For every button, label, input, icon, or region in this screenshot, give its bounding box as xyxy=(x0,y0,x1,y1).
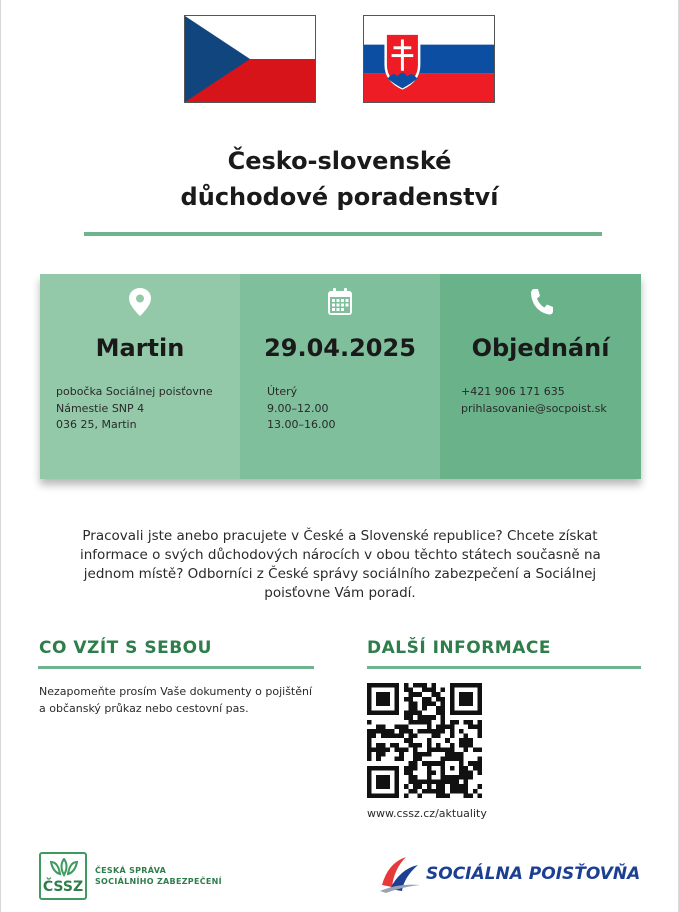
bring-heading: CO VZÍT S SEBOU xyxy=(39,638,212,658)
booking-heading: Objednání xyxy=(471,334,610,362)
address-line: 036 25, Martin xyxy=(56,418,137,431)
info-band xyxy=(40,274,641,479)
more-info-link[interactable]: www.cssz.cz/aktuality xyxy=(367,807,487,820)
czech-flag xyxy=(184,15,316,103)
title-divider xyxy=(84,232,602,236)
location-pin-icon xyxy=(40,286,240,322)
slovak-flag xyxy=(363,15,495,103)
cssz-abbreviation: ČSSZ xyxy=(42,879,84,895)
date-line: 9.00–12.00 xyxy=(267,401,329,415)
cssz-name-line: SOCIÁLNÍHO ZABEZPEČENÍ xyxy=(95,877,222,886)
bring-line: a občanský průkaz nebo cestovní pas. xyxy=(39,702,249,715)
title-line-2: důchodové poradenství xyxy=(180,183,499,211)
address-line: Námestie SNP 4 xyxy=(56,401,145,415)
intro-paragraph xyxy=(80,527,600,603)
socialna-poistovna-logo xyxy=(378,855,640,893)
intro-line: Pracovali jste anebo pracujete v České a Slovenské republice? Chcete získat xyxy=(82,528,598,544)
cssz-emblem xyxy=(39,852,87,900)
date-panel xyxy=(240,274,440,479)
leaf-icon xyxy=(48,858,80,878)
bring-line: Nezapomeňte prosím Vaše dokumenty o pojištění xyxy=(39,685,313,698)
intro-line: jednom místě? Odborníci z České správy sociálního zabezpečení a Sociálnej xyxy=(83,566,597,582)
intro-line: informace o svých důchodových nárocích v obou těchto státech současně na xyxy=(80,547,601,563)
calendar-icon xyxy=(240,286,440,322)
address-line: pobočka Sociálnej poisťovne xyxy=(56,385,213,398)
phone-icon xyxy=(440,286,641,322)
sp-swoosh-icon xyxy=(378,855,422,893)
title-line-1: Česko-slovenské xyxy=(227,147,452,175)
bring-divider xyxy=(38,666,314,669)
location-heading: Martin xyxy=(95,334,185,362)
date-line: Úterý xyxy=(267,385,298,398)
more-info-divider xyxy=(367,666,641,669)
date-line: 13.00–16.00 xyxy=(267,418,336,431)
sp-name: SOCIÁLNA POISŤOVŇA xyxy=(426,864,641,884)
date-heading: 29.04.2025 xyxy=(264,334,416,362)
cssz-logo xyxy=(39,852,222,900)
qr-code[interactable] xyxy=(367,683,482,798)
cssz-name-line: ČESKÁ SPRÁVA xyxy=(95,866,167,875)
more-info-heading: DALŠÍ INFORMACE xyxy=(367,638,551,658)
page-title xyxy=(0,143,679,215)
cssz-name xyxy=(95,865,222,887)
booking-contacts xyxy=(461,384,607,417)
email-address: prihlasovanie@socpoist.sk xyxy=(461,401,607,415)
booking-panel xyxy=(440,274,641,479)
intro-line: poisťovne Vám poradí. xyxy=(264,585,416,601)
location-panel xyxy=(40,274,240,479)
phone-number: +421 906 171 635 xyxy=(461,385,565,398)
bring-text xyxy=(39,683,319,717)
location-address xyxy=(56,384,213,434)
date-hours xyxy=(267,384,335,434)
